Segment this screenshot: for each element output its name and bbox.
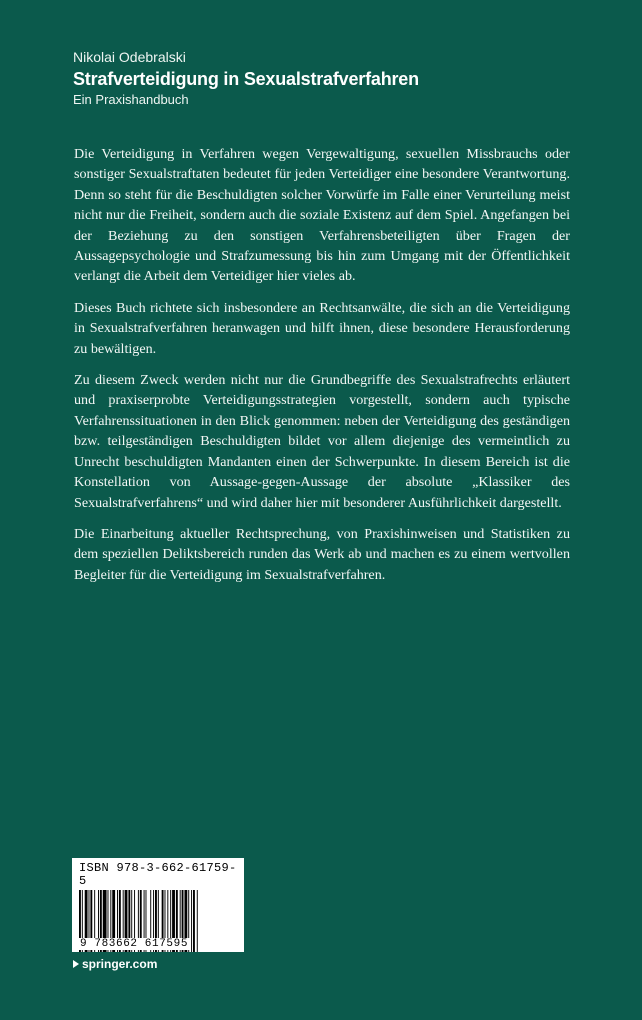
blurb-paragraph: Die Verteidigung in Verfahren wegen Vergewaltigung, sexuellen Missbrauchs oder sonstiger Sexualstraftaten bedeutet für jeden Verteidiger eine besondere Verantwortung. Denn so steht für die Beschuldigten solcher Vorwürfe im Falle einer Verurteilung meist nicht nur die Freiheit, sondern auch die soziale Existenz auf dem Spiel. Angefangen bei der Beziehung zu den sonstigen Verfahrensbeteiligten über Fragen der Aussagepsychologie und Strafzumessung bis hin zum Umgang mit der Öffentlichkeit verlangt die Arbeit dem Verteidiger hier vieles ab.	[74, 146, 570, 285]
blurb-paragraph: Zu diesem Zweck werden nicht nur die Grundbegriffe des Sexualstrafrechts erläutert und praxiserprobte Verteidigungsstrategien vorgestellt, sondern auch typische Verfahrenssituationen in den Blick genommen: neben der Verteidigung des geständigen bzw. teilgeständigen Beschuldigten bildet vor allem diejenige des vermeintlich zu Unrecht beschuldigten Mandanten einen der Schwerpunkte. In diesem Bereich ist die Konstellation von Aussage-gegen-Aussage der absolute „Klassiker des Sexualstrafverfahrens“ und wird daher hier mit besonderer Ausführlichkeit dargestellt.	[74, 372, 570, 511]
blurb-text	[74, 144, 570, 596]
publisher-link[interactable]	[73, 957, 157, 971]
book-subtitle: Ein Praxishandbuch	[73, 92, 189, 107]
publisher-url: springer.com	[82, 957, 158, 971]
blurb-paragraph: Die Einarbeitung aktueller Rechtsprechung, von Praxishinweisen und Statistiken zu dem speziellen Deliktsbereich runden das Werk ab und machen es zu einem wertvollen Begleiter für die Verteidigung im Sexualstrafverfahren.	[74, 525, 570, 583]
triangle-right-icon	[73, 960, 79, 968]
barcode-bar	[191, 890, 192, 952]
book-title: Strafverteidigung in Sexualstrafverfahren	[73, 69, 419, 89]
blurb-paragraph: Dieses Buch richtete sich insbesondere an Rechtsanwälte, die sich an die Verteidigung in Sexualstrafverfahren heranwagen und hilft ihnen, diese besondere Herausforderung zu bewältigen.	[74, 299, 570, 357]
barcode-digits: 9 783662 617595	[80, 938, 189, 950]
isbn-barcode	[72, 858, 244, 952]
barcode-bar	[197, 890, 198, 952]
barcode-bar	[193, 890, 195, 952]
cover-header	[73, 48, 573, 109]
author-name: Nikolai Odebralski	[73, 49, 186, 65]
isbn-label: ISBN 978-3-662-61759-5	[79, 861, 237, 888]
